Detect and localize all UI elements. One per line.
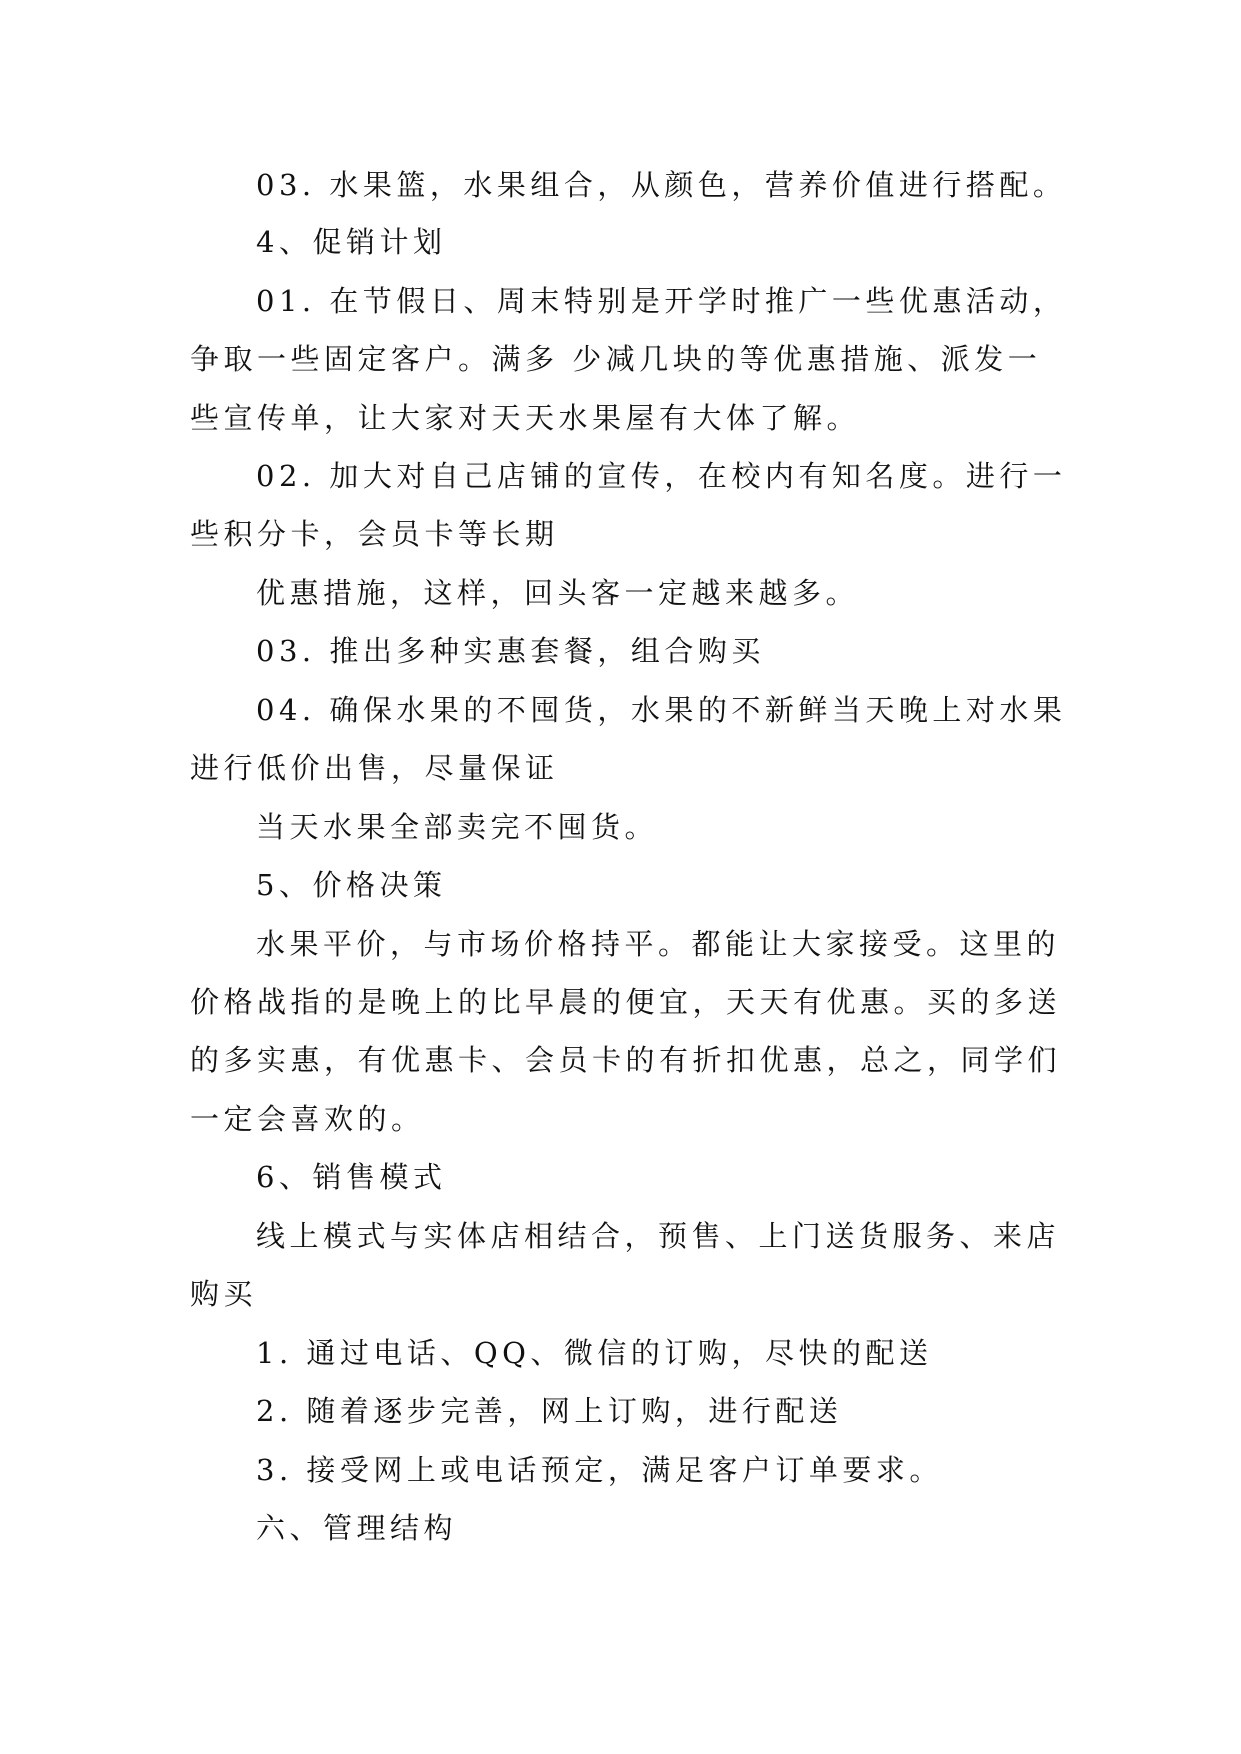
paragraph-line: 的多实惠，有优惠卡、会员卡的有折扣优惠，总之，同学们 bbox=[190, 1043, 1062, 1077]
paragraph-line: 02. 加大对自己店铺的宣传，在校内有知名度。进行一 bbox=[256, 459, 1067, 493]
paragraph-line: 购买 bbox=[190, 1277, 258, 1311]
paragraph-line: 一定会喜欢的。 bbox=[190, 1102, 425, 1136]
paragraph-line: 些宣传单，让大家对天天水果屋有大体了解。 bbox=[190, 401, 861, 435]
paragraph-line: 04. 确保水果的不囤货，水果的不新鲜当天晚上对水果 bbox=[256, 693, 1067, 727]
section-heading: 5、价格决策 bbox=[256, 868, 447, 902]
list-item: 2. 随着逐步完善，网上订购，进行配送 bbox=[256, 1394, 843, 1428]
paragraph-line: 些积分卡，会员卡等长期 bbox=[190, 517, 559, 551]
paragraph-line: 水果平价，与市场价格持平。都能让大家接受。这里的 bbox=[256, 927, 1061, 961]
paragraph-line: 价格战指的是晚上的比早晨的便宜，天天有优惠。买的多送 bbox=[190, 985, 1062, 1019]
list-item: 3. 接受网上或电话预定，满足客户订单要求。 bbox=[256, 1453, 943, 1487]
section-heading: 6、销售模式 bbox=[256, 1160, 447, 1194]
paragraph-line: 当天水果全部卖完不囤货。 bbox=[256, 810, 659, 844]
paragraph-line: 线上模式与实体店相结合，预售、上门送货服务、来店 bbox=[256, 1219, 1061, 1253]
list-item: 1. 通过电话、QQ、微信的订购，尽快的配送 bbox=[256, 1336, 933, 1370]
paragraph-line: 03. 水果篮，水果组合，从颜色，营养价值进行搭配。 bbox=[256, 168, 1067, 202]
section-heading: 4、促销计划 bbox=[256, 225, 447, 259]
paragraph-line: 进行低价出售，尽量保证 bbox=[190, 751, 559, 785]
paragraph-line: 01. 在节假日、周末特别是开学时推广一些优惠活动， bbox=[256, 284, 1067, 318]
paragraph-line: 争取一些固定客户。满多 少减几块的等优惠措施、派发一 bbox=[190, 342, 1042, 376]
paragraph-line: 优惠措施，这样，回头客一定越来越多。 bbox=[256, 576, 860, 610]
paragraph-line: 03. 推出多种实惠套餐，组合购买 bbox=[256, 634, 765, 668]
section-heading: 六、管理结构 bbox=[256, 1511, 458, 1545]
